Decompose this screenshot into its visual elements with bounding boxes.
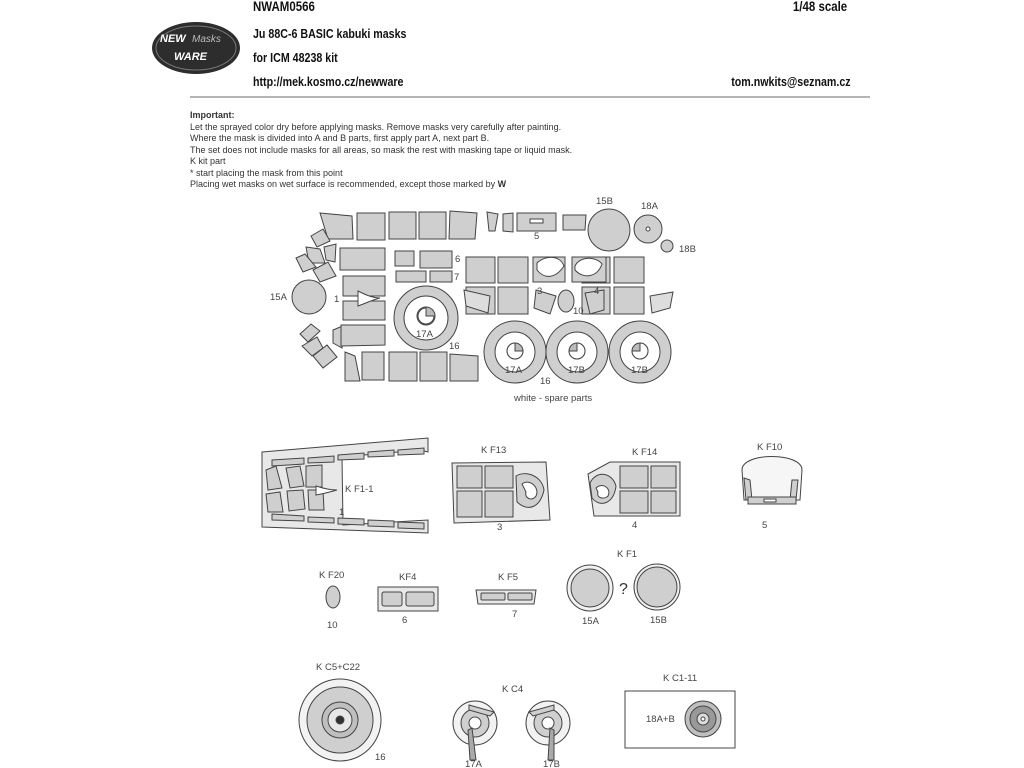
num-label-1: 1: [339, 507, 345, 518]
part-c4-wheel-b: [526, 701, 570, 760]
label-17b-spare: 17B: [631, 365, 648, 376]
label-5: 5: [534, 231, 540, 242]
part-f20-window: [326, 586, 340, 608]
label-3: 3: [537, 286, 543, 297]
num-label-18a-b: 18A+B: [646, 714, 675, 725]
question-mark: ?: [619, 581, 628, 598]
kit-label-c5-c22: K C5+C22: [316, 662, 361, 673]
label-16-spare: 16: [540, 376, 551, 387]
kit-label-f20: K F20: [319, 570, 345, 581]
kit-label-c1-11: K C1-11: [663, 673, 698, 684]
num-label-17b: 17B: [543, 759, 560, 768]
logo-new: NEW: [160, 33, 186, 45]
kit-label-f4: KF4: [399, 572, 417, 583]
label-7: 7: [454, 272, 460, 283]
label-10: 10: [573, 306, 584, 317]
kit-title: Ju 88C-6 BASIC kabuki masks: [253, 26, 407, 41]
canopy-masks-bottom-row: [345, 352, 478, 381]
part-f14-window: [588, 462, 680, 516]
num-label-15b: 15B: [650, 615, 667, 626]
note-line: Let the sprayed color dry before applying masks. Remove masks very carefully after painting.: [190, 121, 562, 132]
contact-email[interactable]: tom.nwkits@seznam.cz: [731, 74, 851, 89]
label-16: 16: [449, 341, 460, 352]
note-line: Where the mask is divided into A and B parts, first apply part A, next part B.: [190, 133, 490, 143]
canopy-masks-top-row: [320, 211, 586, 240]
num-label-15a: 15A: [582, 616, 599, 627]
num-label-7: 7: [512, 609, 518, 620]
part-c4-wheel-a: [453, 701, 497, 760]
note-line: The set does not include masks for all areas, so mask the rest with masking tape or liquid mask.: [190, 144, 573, 155]
num-label-6: 6: [402, 615, 408, 626]
kit-label-f1: K F1: [617, 549, 638, 560]
mask-18b: [661, 240, 673, 252]
label-18b: 18B: [679, 244, 696, 255]
wet-symbol: W: [497, 179, 507, 189]
num-label-10: 10: [327, 620, 338, 631]
label-6: 6: [455, 254, 461, 265]
kit-label-f10: K F10: [757, 442, 783, 453]
part-c5-c22-wheel: [299, 679, 381, 761]
notes-heading: Important:: [190, 110, 235, 120]
label-15a: 15A: [270, 292, 287, 303]
num-label-16: 16: [375, 752, 386, 763]
note-line: * start placing the mask from this point: [190, 167, 343, 178]
label-17a-spare: 17A: [505, 365, 522, 376]
spare-parts-note: white - spare parts: [514, 393, 593, 404]
part-f4-window: [378, 587, 438, 611]
part-f13-window: [452, 462, 550, 523]
logo-masks: Masks: [192, 34, 221, 45]
kit-label-c4: K C4: [502, 684, 524, 695]
kit-label-f13: K F13: [481, 445, 507, 456]
note-line: K kit part: [190, 156, 226, 166]
kit-label-f5: K F5: [498, 572, 519, 583]
part-f10-dome: [742, 457, 802, 505]
mask-18a: [634, 215, 662, 243]
num-label-4: 4: [632, 520, 638, 531]
note-line: Placing wet masks on wet surface is recommended, except those marked by: [190, 179, 496, 189]
part-c1-11-engine: [625, 691, 735, 748]
num-label-5: 5: [762, 520, 768, 531]
label-1: 1: [334, 294, 340, 305]
kit-subtitle: for ICM 48238 kit: [253, 50, 338, 65]
num-label-3: 3: [497, 522, 503, 533]
label-4: 4: [594, 286, 600, 297]
mask-15b: [588, 209, 630, 251]
label-17b: 17B: [568, 365, 585, 376]
website-url[interactable]: http://mek.kosmo.cz/newware: [253, 74, 404, 89]
kit-label-f1-1: K F1-1: [345, 484, 374, 495]
num-label-17a: 17A: [465, 759, 482, 768]
logo-ware: WARE: [174, 51, 207, 63]
part-f5-window: [476, 590, 536, 604]
canopy-masks-right: [464, 257, 673, 314]
label-17a: 17A: [416, 329, 433, 340]
label-18a: 18A: [641, 201, 658, 212]
label-15b: 15B: [596, 196, 613, 207]
kit-label-f14: K F14: [632, 447, 658, 458]
mask-15a: [292, 280, 326, 314]
scale-label: 1/48 scale: [792, 0, 847, 14]
product-code: NWAM0566: [253, 0, 315, 14]
